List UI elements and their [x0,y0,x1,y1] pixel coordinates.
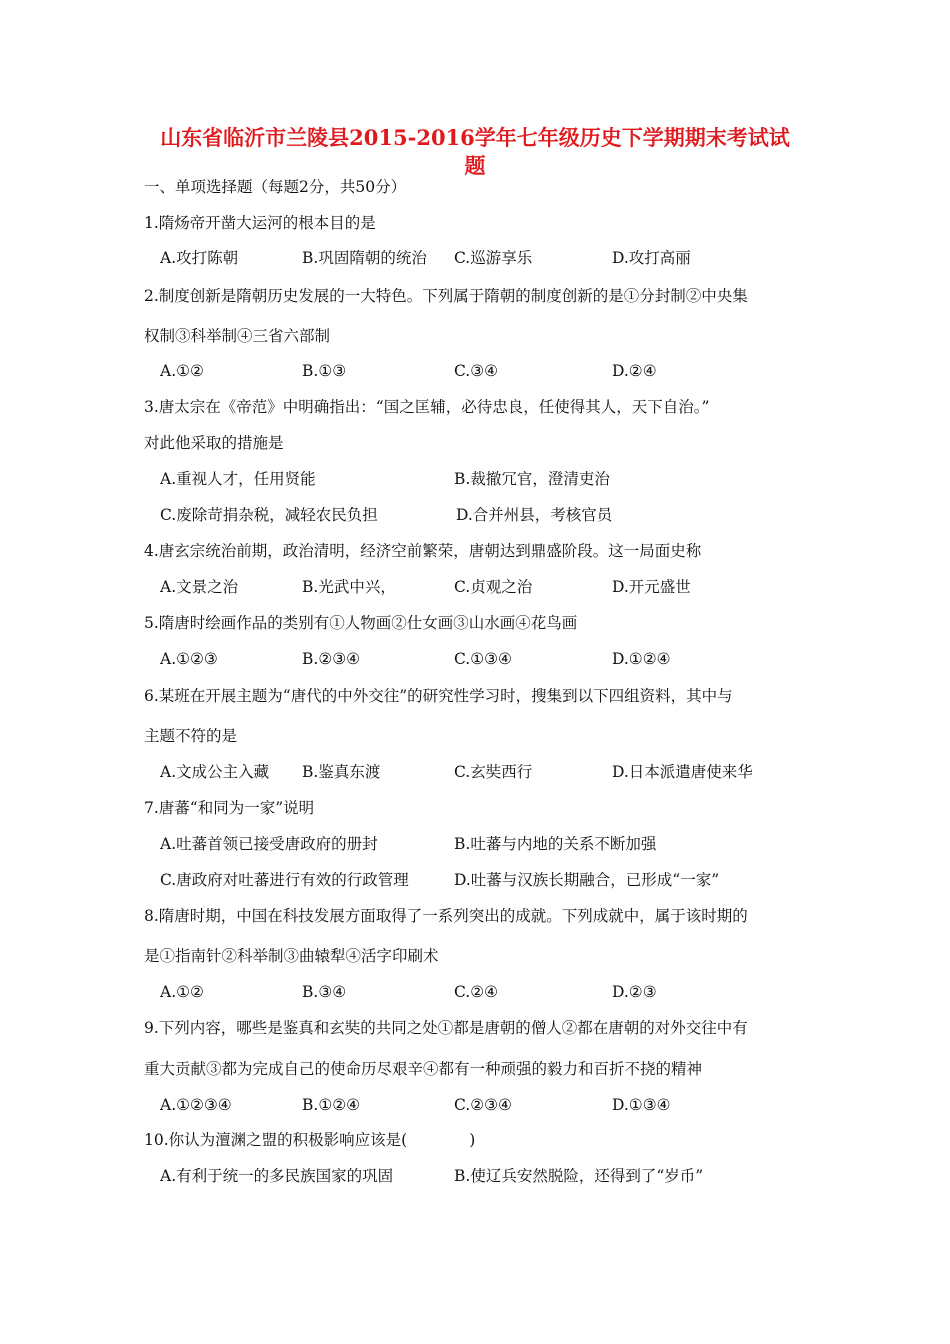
question-3-option-d: D.合并州县，考核官员 [456,506,613,524]
question-3-option-c: C.废除苛捐杂税，减轻农民负担 [160,506,378,524]
question-8-option-a: A.①② [160,983,204,1001]
question-2-option-d: D.②④ [612,362,657,380]
question-7-stem: 7.唐蕃“和同为一家”说明 [144,799,315,817]
question-1-option-d: D.攻打高丽 [612,249,691,267]
question-7-option-c: C.唐政府对吐蕃进行有效的行政管理 [160,871,409,889]
question-9-stem-line-1: 9.下列内容，哪些是鉴真和玄奘的共同之处①都是唐朝的僧人②都在唐朝的对外交往中有 [144,1019,748,1037]
question-3-option-a: A.重视人才，任用贤能 [160,470,316,488]
question-8-option-d: D.②③ [612,983,657,1001]
question-5-option-a: A.①②③ [160,650,218,668]
question-6-option-c: C.玄奘西行 [454,763,533,781]
question-4-option-c: C.贞观之治 [454,578,533,596]
question-9-option-d: D.①③④ [612,1096,671,1114]
question-9-option-b: B.①②④ [302,1096,361,1114]
question-6-stem-line-1: 6.某班在开展主题为“唐代的中外交往”的研究性学习时，搜集到以下四组资料，其中与 [144,687,733,705]
question-2-option-b: B.①③ [302,362,347,380]
question-2-stem-line-2: 权制③科举制④三省六部制 [144,327,331,345]
question-9-stem-line-2: 重大贡献③都为完成自己的使命历尽艰辛④都有一种顽强的毅力和百折不挠的精神 [144,1060,703,1078]
document-title-line-1: 山东省临沂市兰陵县2015-2016学年七年级历史下学期期末考试试 [160,125,790,150]
question-6-option-b: B.鉴真东渡 [302,763,381,781]
question-7-option-a: A.吐蕃首领已接受唐政府的册封 [160,835,378,853]
question-6-stem-line-2: 主题不符的是 [144,727,238,745]
question-1-option-b: B.巩固隋朝的统治 [302,249,427,267]
section-heading: 一、单项选择题（每题2分，共50分） [144,178,407,196]
question-10-option-b: B.使辽兵安然脱险，还得到了“岁币” [454,1167,704,1185]
question-1-stem: 1.隋炀帝开凿大运河的根本目的是 [144,214,376,232]
question-4-option-b: B.光武中兴， [302,578,396,596]
question-5-stem: 5.隋唐时绘画作品的类别有①人物画②仕女画③山水画④花鸟画 [144,614,578,632]
question-8-option-c: C.②④ [454,983,499,1001]
question-3-option-b: B.裁撤冗官，澄清吏治 [454,470,610,488]
question-1-option-c: C.巡游享乐 [454,249,533,267]
question-2-stem-line-1: 2.制度创新是隋朝历史发展的一大特色。下列属于隋朝的制度创新的是①分封制②中央集 [144,287,748,305]
document-title-line-2: 题 [464,153,486,178]
question-4-stem: 4.唐玄宗统治前期，政治清明，经济空前繁荣，唐朝达到鼎盛阶段。这一局面史称 [144,542,702,560]
question-4-option-a: A.文景之治 [160,578,239,596]
question-1-option-a: A.攻打陈朝 [160,249,239,267]
question-8-stem-line-1: 8.隋唐时期，中国在科技发展方面取得了一系列突出的成就。下列成就中，属于该时期的 [144,907,748,925]
question-7-option-b: B.吐蕃与内地的关系不断加强 [454,835,657,853]
question-10-option-a: A.有利于统一的多民族国家的巩固 [160,1167,394,1185]
question-9-option-c: C.②③④ [454,1096,512,1114]
question-5-option-b: B.②③④ [302,650,361,668]
question-5-option-d: D.①②④ [612,650,671,668]
question-9-option-a: A.①②③④ [160,1096,232,1114]
question-8-stem-line-2: 是①指南针②科举制③曲辕犁④活字印刷术 [144,947,439,965]
question-6-option-d: D.日本派遣唐使来华 [612,763,753,781]
question-3-stem-line-1: 3.唐太宗在《帝范》中明确指出：“国之匡辅，必待忠良，任使得其人，天下自治。” [144,398,710,416]
question-10-stem: 10.你认为澶渊之盟的积极影响应该是( ) [144,1131,476,1149]
question-2-option-c: C.③④ [454,362,499,380]
question-6-option-a: A.文成公主入藏 [160,763,270,781]
question-8-option-b: B.③④ [302,983,347,1001]
question-4-option-d: D.开元盛世 [612,578,691,596]
question-7-option-d: D.吐蕃与汉族长期融合，已形成“一家” [454,871,720,889]
question-5-option-c: C.①③④ [454,650,512,668]
question-3-stem-line-2: 对此他采取的措施是 [144,434,284,452]
question-2-option-a: A.①② [160,362,204,380]
